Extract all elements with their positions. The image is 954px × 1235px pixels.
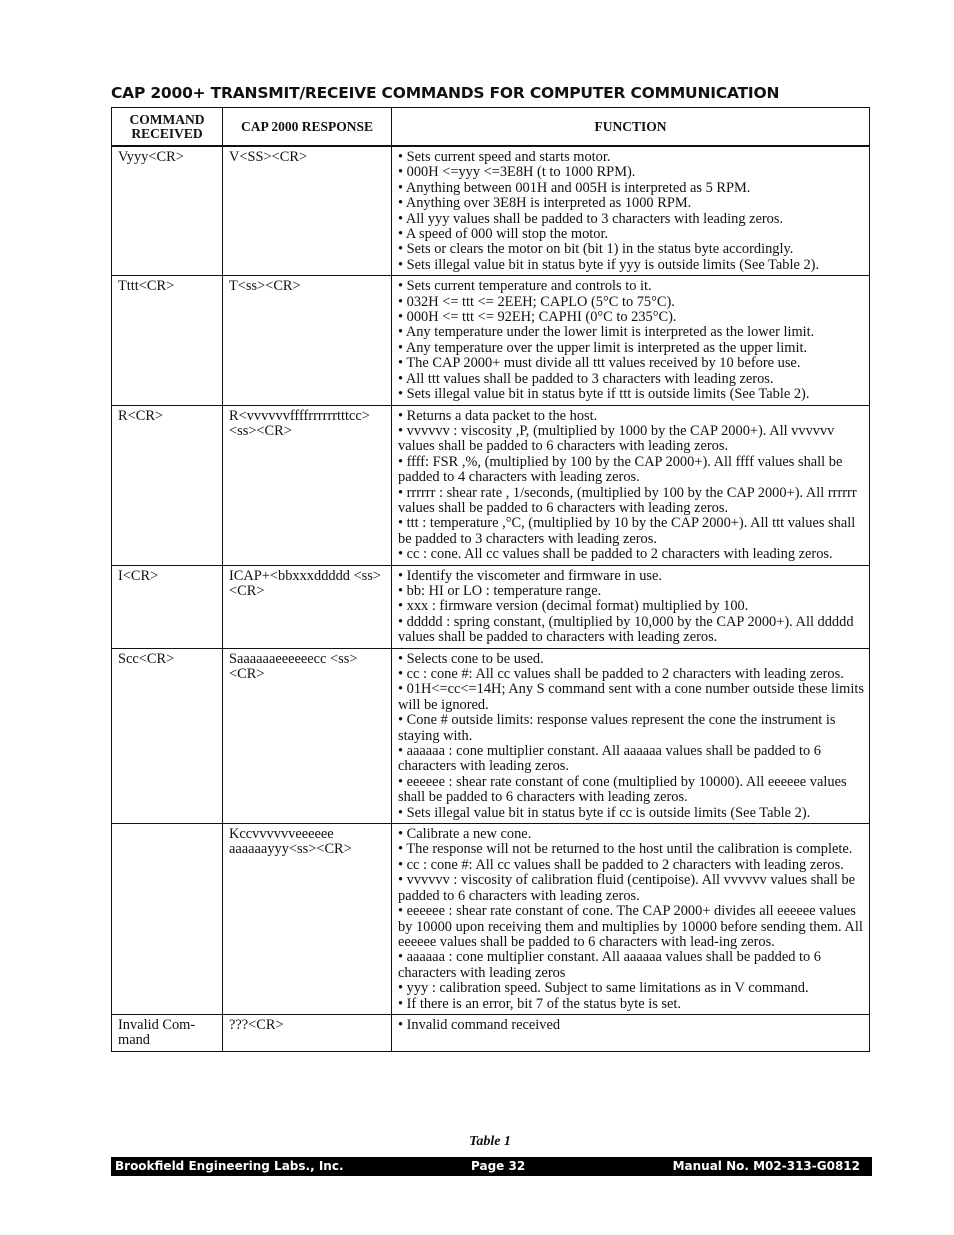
function-line: • Calibrate a new cone. — [398, 826, 532, 843]
table-row — [112, 146, 870, 276]
commands-table — [111, 107, 870, 1052]
function-cell — [392, 648, 870, 823]
function-line: • ddddd : spring constant, (multiplied by 10,000 by the CAP 2000+). All ddddd values shall be padded to characters with leading zeros. — [398, 613, 854, 646]
function-line: • Cone # outside limits: response values represent the cone the instrument is staying with. — [398, 712, 836, 744]
function-cell — [392, 1014, 870, 1051]
command-cell: Scc<CR> — [112, 648, 223, 823]
function-line: • Any temperature over the upper limit is interpreted as the upper limit. — [398, 339, 808, 356]
function-line: • cc : cone #: All cc values shall be padded to 2 characters with leading zeros. — [398, 856, 844, 873]
function-cell — [392, 565, 870, 648]
response-cell: T<ss><CR> — [223, 276, 392, 405]
function-line: • aaaaaa : cone multiplier constant. All aaaaaa values shall be padded to 6 characters with leading zeros — [398, 949, 821, 981]
function-line: • 000H <=yyy <=3E8H (t to 1000 RPM). — [398, 164, 636, 181]
table-header-row — [112, 108, 870, 147]
function-line: • Sets illegal value bit in status byte if cc is outside limits (See Table 2). — [398, 804, 811, 821]
function-line: • eeeeee : shear rate constant of cone. The CAP 2000+ divides all eeeeee values by 10000 upon receiving them and multiplies by 10000 before sending them. All eeeeee values shall be padded to 6 characters with lead-ing zeros. — [398, 903, 863, 950]
function-line: • Sets illegal value bit in status byte if yyy is outside limits (See Table 2). — [398, 256, 820, 273]
function-line: • Selects cone to be used. — [398, 650, 544, 667]
table-caption: Table 1 — [469, 1134, 511, 1149]
function-line: • Sets or clears the motor on bit (bit 1) in the status byte accordingly. — [398, 241, 794, 258]
function-line: • The CAP 2000+ must divide all ttt values received by 10 before use. — [398, 355, 801, 372]
command-cell — [112, 824, 223, 1015]
function-line: • rrrrrr : shear rate , 1/seconds, (multiplied by 100 by the CAP 2000+). All rrrrrr values shall be padded to 6 characters with leading zeros. — [398, 484, 857, 516]
footer-manual-number: Manual No. M02-313-G0812 — [672, 1159, 860, 1173]
function-line: • 01H<=cc<=14H; Any S command sent with a cone number outside these limits will be ignored. — [398, 681, 864, 713]
function-line: • Sets current temperature and controls to it. — [398, 278, 652, 295]
response-cell: ???<CR> — [223, 1014, 392, 1051]
response-cell: ICAP+<bbxxxddddd <ss><CR> — [223, 565, 392, 648]
function-line: • A speed of 000 will stop the motor. — [398, 226, 609, 243]
function-line: • vvvvvv : viscosity ,P, (multiplied by 1000 by the CAP 2000+). All vvvvvv values shall be padded to 6 characters with leading zeros. — [398, 422, 835, 455]
function-line: • yyy : calibration speed. Subject to same limitations as in V command. — [398, 980, 809, 997]
function-line: • All yyy values shall be padded to 3 characters with leading zeros. — [398, 210, 784, 227]
command-cell: Invalid Com-mand — [112, 1014, 223, 1051]
function-cell — [392, 146, 870, 276]
function-line: • cc : cone #: All cc values shall be padded to 2 characters with leading zeros. — [398, 666, 844, 682]
function-line: • aaaaaa : cone multiplier constant. All aaaaaa values shall be padded to 6 characters with leading zeros. — [398, 743, 821, 775]
function-line: • bb: HI or LO : temperature range. — [398, 582, 602, 599]
table-row — [112, 824, 870, 1015]
table-row — [112, 276, 870, 405]
function-line: • Returns a data packet to the host. — [398, 407, 598, 424]
function-line: • Sets illegal value bit in status byte if ttt is outside limits (See Table 2). — [398, 386, 810, 403]
function-line: • 032H <= ttt <= 2EEH; CAPLO (5°C to 75°C). — [398, 293, 675, 310]
function-line: • Any temperature under the lower limit is interpreted as the lower limit. — [398, 324, 815, 341]
footer-page-number: Page 32 — [471, 1159, 526, 1173]
command-cell: R<CR> — [112, 405, 223, 565]
header-command: COMMAND RECEIVED — [112, 108, 223, 147]
response-cell: R<vvvvvvffffrrrrrrtttcc> <ss><CR> — [223, 405, 392, 565]
function-line: • eeeeee : shear rate constant of cone (multiplied by 10000). All eeeeee values shall be padded to 6 characters with leading zeros. — [398, 773, 847, 806]
command-cell: Tttt<CR> — [112, 276, 223, 405]
function-line: • Sets current speed and starts motor. — [398, 149, 611, 165]
function-line: • If there is an error, bit 7 of the status byte is set. — [398, 995, 682, 1012]
function-cell — [392, 276, 870, 405]
function-line: • Invalid command received — [398, 1016, 561, 1033]
function-line: • Anything between 001H and 005H is interpreted as 5 RPM. — [398, 179, 751, 196]
function-cell — [392, 405, 870, 565]
table-body — [112, 146, 870, 1051]
table-row — [112, 405, 870, 565]
command-cell: I<CR> — [112, 565, 223, 648]
function-line: • Anything over 3E8H is interpreted as 1000 RPM. — [398, 195, 692, 212]
response-cell: Saaaaaaeeeeeecc <ss><CR> — [223, 648, 392, 823]
response-cell: Kccvvvvvveeeeee aaaaaayyy<ss><CR> — [223, 824, 392, 1015]
function-line: • Identify the viscometer and firmware in use. — [398, 567, 662, 584]
function-line: • 000H <= ttt <= 92EH; CAPHI (0°C to 235°C). — [398, 309, 677, 326]
function-line: • All ttt values shall be padded to 3 characters with leading zeros. — [398, 370, 774, 387]
header-function: FUNCTION — [392, 108, 870, 147]
table-row — [112, 565, 870, 648]
command-cell: Vyyy<CR> — [112, 146, 223, 276]
page-title: CAP 2000+ TRANSMIT/RECEIVE COMMANDS FOR COMPUTER COMMUNICATION — [111, 84, 780, 102]
page-footer — [111, 1157, 872, 1176]
function-line: • ffff: FSR ,%, (multiplied by 100 by the CAP 2000+). All ffff values shall be padded to 4 characters with leading zeros. — [398, 453, 843, 486]
function-line: • ttt : temperature ,°C, (multiplied by 10 by the CAP 2000+). All ttt values shall be padded to 3 characters with leading zeros. — [398, 515, 856, 547]
header-response: CAP 2000 RESPONSE — [223, 108, 392, 147]
function-line: • xxx : firmware version (decimal format) multiplied by 100. — [398, 598, 749, 615]
function-cell — [392, 824, 870, 1015]
footer-company: Brookfield Engineering Labs., Inc. — [115, 1159, 344, 1173]
table-row — [112, 648, 870, 823]
function-line: • vvvvvv : viscosity of calibration fluid (centipoise). All vvvvvv values shall be padded to 6 characters with leading zeros. — [398, 872, 856, 904]
function-line: • The response will not be returned to the host until the calibration is complete. — [398, 841, 853, 858]
table-row — [112, 1014, 870, 1051]
function-line: • cc : cone. All cc values shall be padded to 2 characters with leading zeros. — [398, 546, 833, 563]
response-cell: V<SS><CR> — [223, 146, 392, 276]
